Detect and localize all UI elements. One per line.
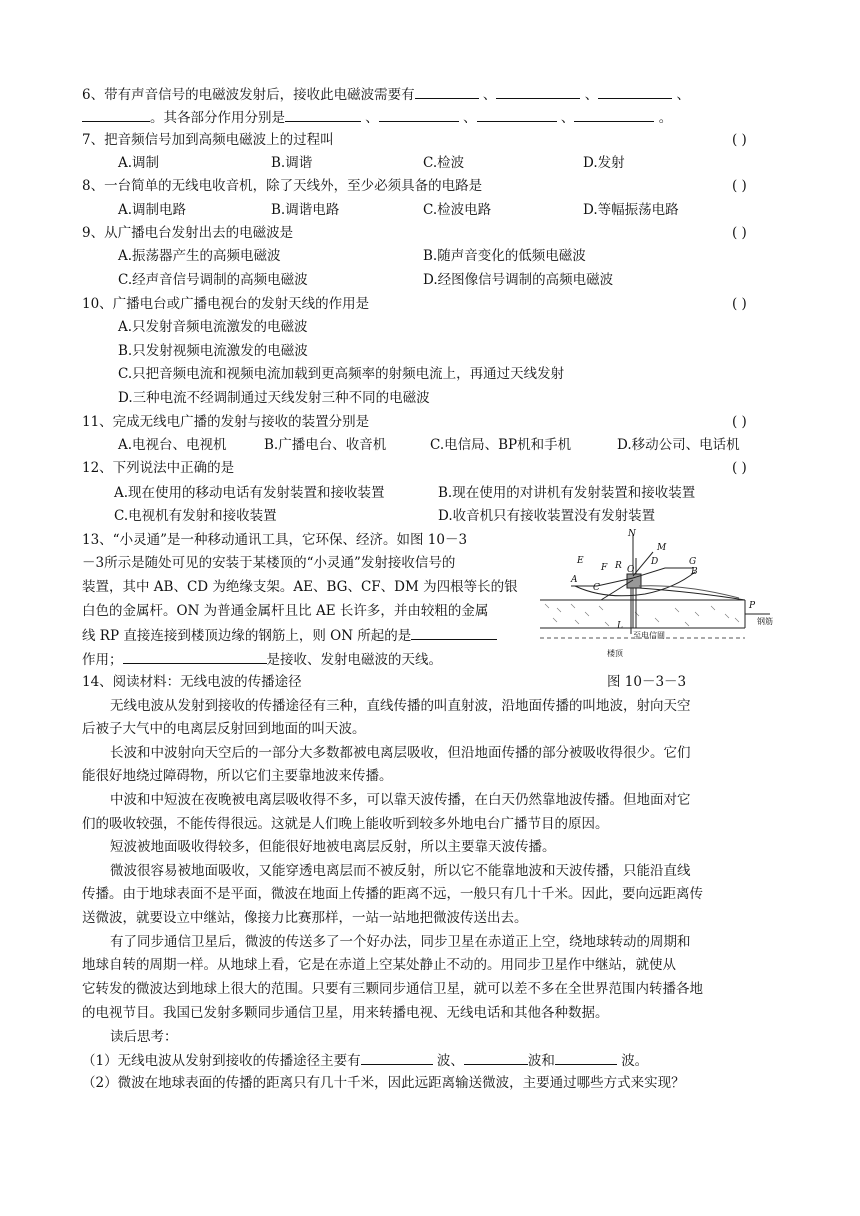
label-m: M <box>657 543 667 553</box>
separator: 、 <box>365 110 379 126</box>
q12-option-a[interactable]: A.现在使用的移动电话有发射装置和接收装置 <box>114 485 385 501</box>
q13-line6 <box>82 649 442 670</box>
separator: 、 <box>584 87 599 103</box>
label-a: A <box>571 575 578 585</box>
q14-paragraph-line: 短波被地面吸收得较多，但能很好地被电离层反射，所以主要靠天波传播。 <box>110 839 556 855</box>
roof-hatching <box>545 604 739 626</box>
q10-option-d[interactable]: D.三种电流不经调制通过天线发射三种不同的电磁波 <box>118 390 430 406</box>
think-q1-wave-3: 波。 <box>621 1053 649 1069</box>
q6-blank-8[interactable] <box>574 107 654 122</box>
label-o: O <box>627 565 635 575</box>
think-q1 <box>82 1050 648 1071</box>
q6-blank-2[interactable] <box>496 84 580 99</box>
antenna-figure <box>535 528 780 663</box>
label-b: B <box>691 567 698 577</box>
q14-paragraph-line: 长波和中波射向天空后的一部分大多数都被电离层吸收，但沿地面传播的部分被吸收得很少。它们 <box>110 745 691 761</box>
q12-answer-paren[interactable]: ( ) <box>732 460 747 476</box>
q10-answer-paren[interactable]: ( ) <box>732 296 747 312</box>
q13-line: 13、“小灵通”是一种移动通讯工具，它环保、经济。如图 10－3 <box>82 532 468 548</box>
q7-option-a[interactable]: A.调制 <box>118 155 160 171</box>
q13-line: －3所示是随处可见的安装于某楼顶的“小灵通”发射接收信号的 <box>82 555 456 571</box>
q13-line6-suffix: 是接收、发射电磁波的天线。 <box>266 652 442 668</box>
q14-paragraph-line: 能很好地绕过障碍物，所以它们主要靠地波来传播。 <box>82 768 393 784</box>
q6-blank-7[interactable] <box>477 107 557 122</box>
q6-blank-3[interactable] <box>598 84 672 99</box>
arm-bg <box>633 568 693 578</box>
label-c: C <box>593 583 600 593</box>
q6-blank-6[interactable] <box>379 107 459 122</box>
period: 。 <box>658 110 673 126</box>
q11-option-a[interactable]: A.电视台、电视机 <box>118 437 227 453</box>
think-q1-wave-1: 波、 <box>436 1053 464 1069</box>
q14-paragraph-line: 它转发的微波达到地球上很大的范围。只要有三颗同步通信卫星，就可以差不多在全世界范围内转播各地 <box>82 981 703 997</box>
q9-option-b[interactable]: B.随声音变化的低频电磁波 <box>423 248 586 264</box>
think-q1-prompt: （1）无线电波从发射到接收的传播途径主要有 <box>82 1053 361 1069</box>
q9-answer-paren[interactable]: ( ) <box>732 225 747 241</box>
q12-option-c[interactable]: C.电视机有发射和接收装置 <box>114 508 277 524</box>
q7-option-d[interactable]: D.发射 <box>583 155 625 171</box>
arm-cf <box>601 580 633 600</box>
q11-option-c[interactable]: C.电信局、BP机和手机 <box>430 437 572 453</box>
q13-line6-prefix: 作用； <box>82 652 123 668</box>
think-q1-wave-2: 波和 <box>527 1053 555 1069</box>
q9-option-a[interactable]: A.振荡器产生的高频电磁波 <box>118 248 281 264</box>
label-e: E <box>577 556 584 566</box>
label-l: L <box>617 621 623 631</box>
q6-functions-prompt: 。其各部分作用分别是 <box>150 110 285 126</box>
q14-paragraph-line: 有了同步通信卫星后，微波的传送多了一个好办法，同步卫星在赤道正上空，绕地球转动的周期和 <box>110 934 691 950</box>
q8-stem: 8、一台简单的无线电收音机，除了天线外，至少必须具备的电路是 <box>82 178 483 194</box>
q6-blank-4[interactable] <box>82 107 150 122</box>
q9-stem: 9、从广播电台发射出去的电磁波是 <box>82 225 294 241</box>
q12-option-d[interactable]: D.收音机只有接收装置没有发射装置 <box>438 508 656 524</box>
q8-answer-paren[interactable]: ( ) <box>732 178 747 194</box>
think-q1-blank-1[interactable] <box>361 1050 433 1065</box>
q8-option-d[interactable]: D.等幅振荡电路 <box>583 202 679 218</box>
q6-blank-1[interactable] <box>415 84 479 99</box>
label-f: F <box>601 563 608 573</box>
arm-ae <box>571 578 633 586</box>
q14-paragraph-line: 无线电波从发射到接收的传播途径有三种，直线传播的叫直射波，沿地面传播的叫地波，射向天空 <box>110 698 691 714</box>
label-d: D <box>651 557 659 567</box>
q12-stem: 12、下列说法中正确的是 <box>82 460 235 476</box>
separator: 、 <box>676 87 690 103</box>
q14-paragraph-line: 微波很容易被地面吸收，又能穿透电离层而不被反射，所以它不能靠地波和天波传播，只能沿直线 <box>110 863 691 879</box>
separator: 、 <box>560 110 575 126</box>
separator: 、 <box>482 87 497 103</box>
think-q1-blank-2[interactable] <box>464 1050 528 1065</box>
label-p: P <box>749 601 756 611</box>
q9-option-c[interactable]: C.经声音信号调制的高频电磁波 <box>118 272 308 288</box>
q14-paragraph-line: 的电视节目。我国已发射多颗同步通信卫星，用来转播电视、无线电话和其他各种数据。 <box>82 1005 609 1021</box>
q14-paragraph-line: 传播。由于地球表面不是平面，微波在地面上传播的距离不远，一般只有几十千米。因此，要向远距离传 <box>82 886 703 902</box>
label-g: G <box>689 557 697 567</box>
q11-stem: 11、完成无线电广播的发射与接收的装置分别是 <box>82 414 370 430</box>
q14-paragraph-line: 们的吸收较强，不能传得很远。这就是人们晚上能收听到较多外地电台广播节目的原因。 <box>82 816 609 832</box>
q6-blank-5[interactable] <box>285 107 361 122</box>
q7-option-c[interactable]: C.检波 <box>423 155 465 171</box>
q11-option-b[interactable]: B.广播电台、收音机 <box>264 437 387 453</box>
q6-line2 <box>82 107 672 128</box>
q10-option-a[interactable]: A.只发射音频电流激发的电磁波 <box>118 319 308 335</box>
q10-stem: 10、广播电台或广播电视台的发射天线的作用是 <box>82 296 370 312</box>
q13-line5-text: 线 RP 直接连接到楼顶边缘的钢筋上，则 ON 所起的是 <box>82 628 412 644</box>
label-rebar: 钢筋 <box>757 617 773 626</box>
label-to-grid: 至电信网 <box>633 631 665 640</box>
q10-option-b[interactable]: B.只发射视频电流激发的电磁波 <box>118 343 308 359</box>
q6-prompt: 6、带有声音信号的电磁波发射后，接收此电磁波需要有 <box>82 87 415 103</box>
think-title: 读后思考： <box>110 1029 178 1045</box>
q9-option-d[interactable]: D.经图像信号调制的高频电磁波 <box>423 272 614 288</box>
q13-blank-1[interactable] <box>411 625 497 640</box>
q7-answer-paren[interactable]: ( ) <box>732 132 747 148</box>
q14-paragraph-line: 中波和中短波在夜晚被电离层吸收得不多，可以靠天波传播，在白天仍然靠地波传播。但地面对它 <box>110 792 691 808</box>
figure-caption: 图 10－3－3 <box>607 674 687 690</box>
q14-title: 14、阅读材料：无线电波的传播途径 <box>82 674 302 690</box>
q8-option-c[interactable]: C.检波电路 <box>423 202 492 218</box>
q13-line: 装置，其中 AB、CD 为绝缘支架。AE、BG、CF、DM 为四根等长的银 <box>82 579 518 595</box>
separator: 、 <box>463 110 477 126</box>
wire-rp <box>639 588 745 600</box>
q10-option-c[interactable]: C.只把音频电流和视频电流加载到更高频率的射频电流上，再通过天线发射 <box>118 366 565 382</box>
think-q1-blank-3[interactable] <box>555 1050 617 1065</box>
q6-line1 <box>82 84 690 105</box>
think-q2: （2）微波在地球表面的传播的距离只有几十千米，因此远距离输送微波，主要通过哪些方式来实现？ <box>82 1075 685 1091</box>
q14-paragraph-line: 地球自转的周期一样。从地球上看，它是在赤道上空某处静止不动的。用同步卫星作中继站，就使从 <box>82 957 676 973</box>
q8-option-a[interactable]: A.调制电路 <box>118 202 187 218</box>
q8-option-b[interactable]: B.调谐电路 <box>271 202 340 218</box>
label-n: N <box>628 529 636 539</box>
q14-paragraph-line: 送微波，就要设立中继站，像接力比赛那样，一站一站地把微波传送出去。 <box>82 910 528 926</box>
q11-option-d[interactable]: D.移动公司、电话机 <box>617 437 740 453</box>
q11-answer-paren[interactable]: ( ) <box>732 414 747 430</box>
label-roof: 楼顶 <box>607 649 623 658</box>
q13-blank-2[interactable] <box>123 649 267 664</box>
q7-option-b[interactable]: B.调谐 <box>271 155 313 171</box>
label-r: R <box>615 561 622 571</box>
q7-stem: 7、把音频信号加到高频电磁波上的过程叫 <box>82 132 334 148</box>
q13-line <box>82 625 497 646</box>
q13-line: 白色的金属杆。ON 为普通金属杆且比 AE 长许多，并由较粗的金属 <box>82 603 489 619</box>
q14-paragraph-line: 后被子大气中的电离层反射回到地面的叫天波。 <box>82 721 366 737</box>
q12-option-b[interactable]: B.现在使用的对讲机有发射装置和接收装置 <box>438 485 696 501</box>
